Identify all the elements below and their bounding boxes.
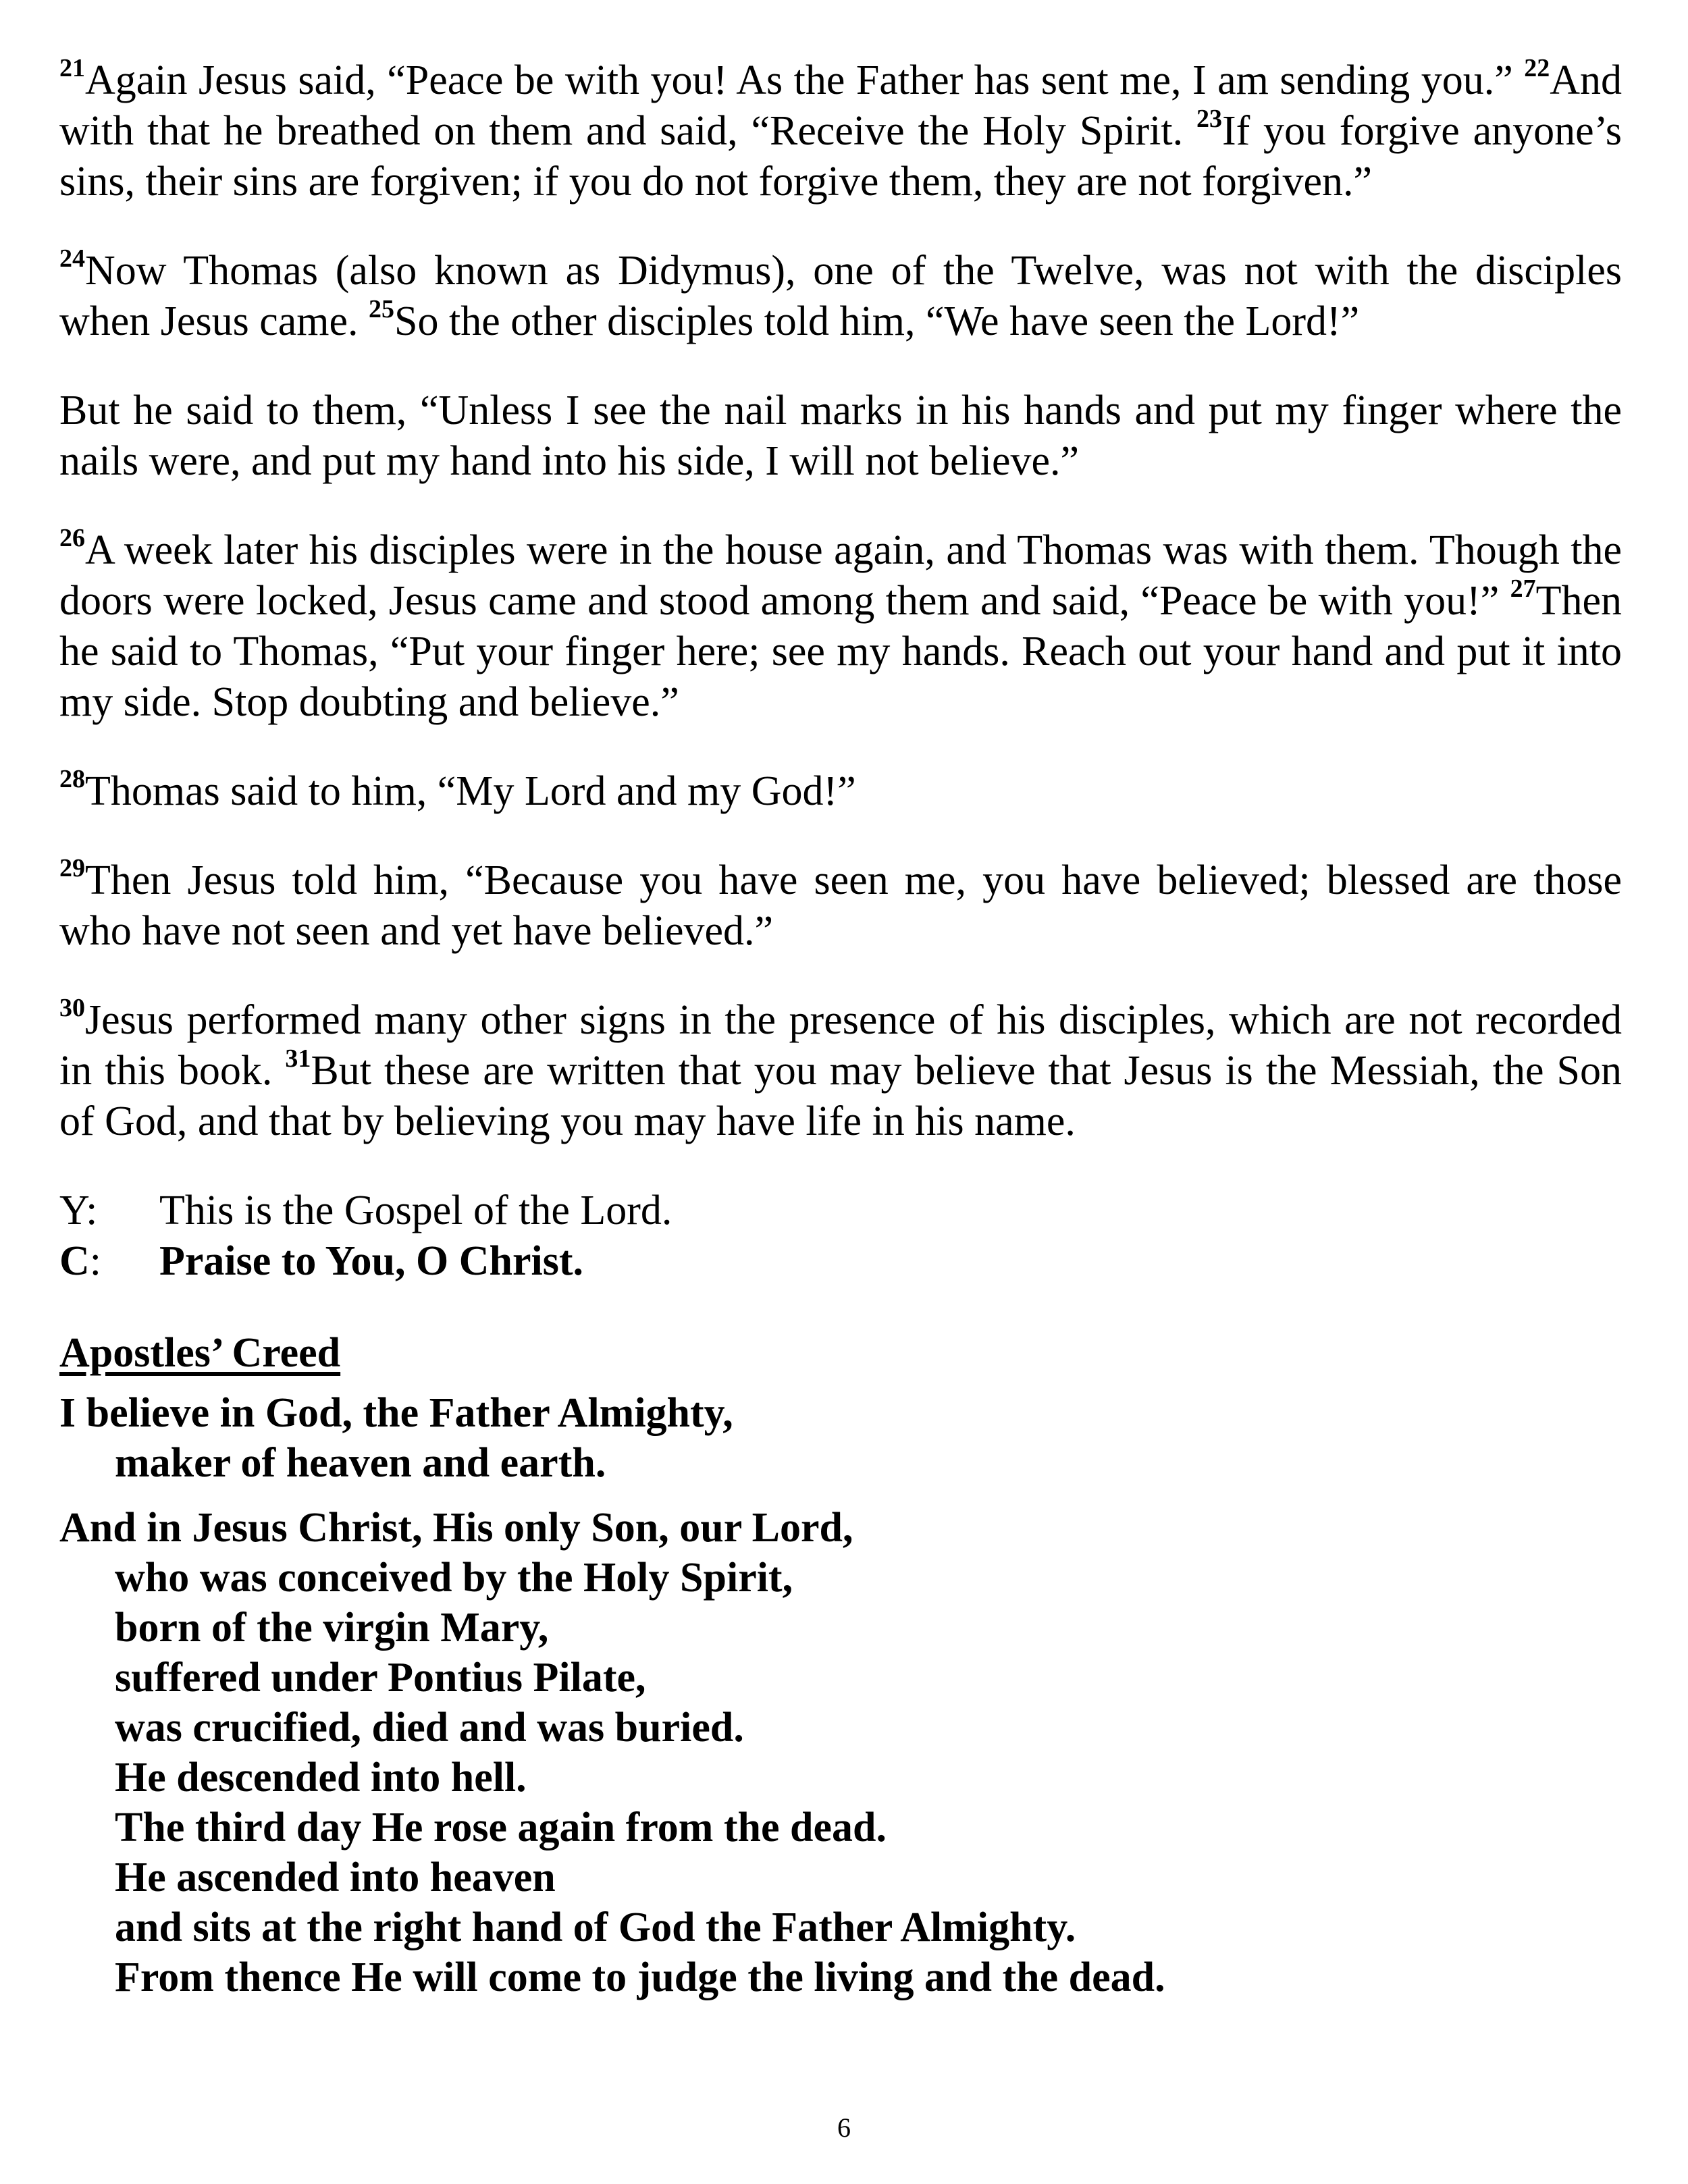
verse-text: Again Jesus said, “Peace be with you! As the Father has sent me, I am sending you.” — [85, 57, 1525, 103]
page-number: 6 — [837, 2112, 851, 2143]
verse-number: 30 — [59, 994, 85, 1023]
verse-text: Thomas said to him, “My Lord and my God!” — [85, 768, 856, 814]
verse-number: 27 — [1510, 575, 1536, 604]
creed-line: suffered under Pontius Pilate, — [115, 1655, 646, 1701]
creed-line: who was conceived by the Holy Spirit, — [115, 1555, 793, 1601]
creed-stanza — [59, 1388, 1622, 1488]
verse-text: Jesus performed many other signs in the presence of his disciples, which are not recorded in this book. — [59, 997, 1622, 1094]
response-text: Praise to You, O Christ. — [159, 1238, 583, 1284]
verse-text: Now Thomas (also known as Didymus), one of the Twelve, was not with the disciples when Jesus came. — [59, 248, 1622, 344]
creed-line: I believe in God, the Father Almighty, — [59, 1390, 733, 1436]
verse-number: 26 — [59, 524, 85, 553]
scripture-paragraph — [59, 995, 1622, 1147]
scripture-paragraph — [59, 766, 1622, 817]
verse-text: But these are written that you may believe that Jesus is the Messiah, the Son of God, and that by believing you may have life in his name. — [59, 1048, 1622, 1144]
liturgical-responses — [59, 1186, 1622, 1287]
verse-text: If you forgive anyone’s sins, their sins are forgiven; if you do not forgive them, they are not forgiven.” — [59, 108, 1622, 205]
response-text: This is the Gospel of the Lord. — [159, 1188, 672, 1233]
verse-text: Then Jesus told him, “Because you have seen me, you have believed; blessed are those who have not seen and yet have believed.” — [59, 857, 1622, 954]
verse-number: 29 — [59, 854, 85, 883]
verse-number: 31 — [285, 1044, 311, 1073]
creed-heading: Apostles’ Creed — [59, 1330, 341, 1376]
verse-number: 28 — [59, 765, 85, 794]
verse-text: A week later his disciples were in the house again, and Thomas was with them. Though the doors were locked, Jesus came and stood among them and said, “Peace be with you!” — [59, 527, 1622, 624]
scripture-paragraph — [59, 855, 1622, 957]
document-page — [59, 55, 1622, 2017]
scripture-paragraph — [59, 55, 1622, 207]
scripture-paragraph — [59, 525, 1622, 728]
response-line — [59, 1186, 1622, 1236]
verse-number: 23 — [1196, 105, 1222, 134]
creed-stanza — [59, 1503, 1622, 2002]
speaker-label: C: — [59, 1238, 102, 1284]
creed-line: maker of heaven and earth. — [115, 1440, 606, 1486]
creed-line: He descended into hell. — [115, 1755, 527, 1801]
verse-text: But he said to them, “Unless I see the nail marks in his hands and put my finger where the nails were, and put my hand into his side, I will not believe.” — [59, 388, 1622, 484]
creed-line: was crucified, died and was buried. — [115, 1705, 744, 1751]
response-line — [59, 1236, 1622, 1287]
creed-text — [59, 1388, 1622, 2002]
creed-line: and sits at the right hand of God the Father Almighty. — [115, 1905, 1076, 1950]
scripture-paragraph — [59, 246, 1622, 347]
creed-line: The third day He rose again from the dead. — [115, 1805, 887, 1850]
speaker-label: Y: — [59, 1188, 98, 1233]
verse-text: Then he said to Thomas, “Put your finger here; see my hands. Reach out your hand and put it into my side. Stop doubting and believe.” — [59, 578, 1622, 725]
verse-number: 21 — [59, 54, 85, 83]
verse-number: 25 — [368, 295, 394, 324]
verse-text: And with that he breathed on them and said, “Receive the Holy Spirit. — [59, 57, 1622, 154]
creed-line: born of the virgin Mary, — [115, 1605, 549, 1651]
verse-number: 24 — [59, 244, 85, 273]
verse-number: 22 — [1524, 54, 1550, 83]
verse-text: So the other disciples told him, “We have seen the Lord!” — [394, 298, 1360, 344]
creed-line: He ascended into heaven — [115, 1855, 556, 1900]
creed-line: And in Jesus Christ, His only Son, our Lord, — [59, 1505, 853, 1551]
creed-line: From thence He will come to judge the living and the dead. — [115, 1954, 1165, 2000]
scripture-paragraph — [59, 385, 1622, 487]
gospel-reading — [59, 55, 1622, 1147]
